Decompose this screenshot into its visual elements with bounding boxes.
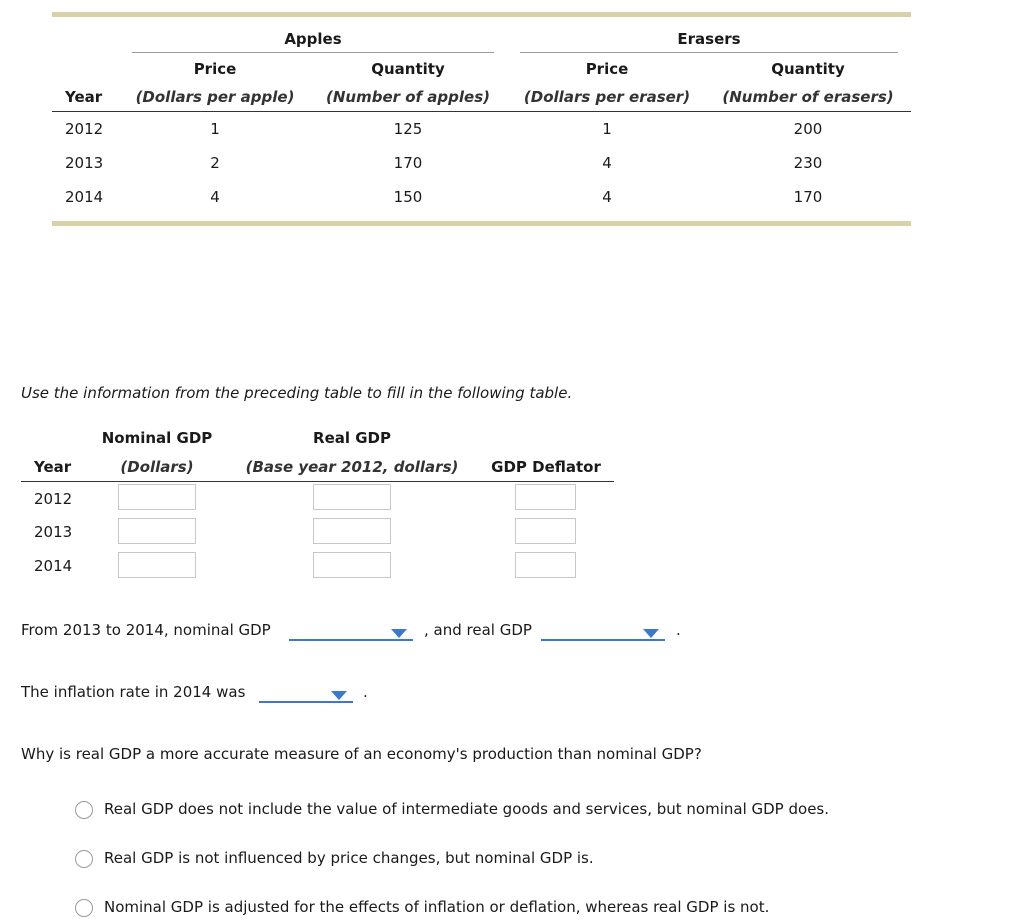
radio-button[interactable]: [75, 899, 93, 917]
apples-group-divider: [132, 52, 494, 53]
real-gdp-change-select[interactable]: [541, 627, 665, 641]
apple-price-cell: 4: [210, 188, 220, 206]
apples-quantity-unit: (Number of apples): [326, 88, 490, 106]
table-row-year: 2012: [65, 120, 104, 138]
apple-quantity-cell: 170: [393, 154, 423, 172]
nominal-gdp-2013-input[interactable]: [118, 518, 196, 544]
radio-button[interactable]: [75, 850, 93, 868]
apple-price-cell: 1: [210, 120, 220, 138]
apple-quantity-cell: 125: [393, 120, 423, 138]
apple-quantity-cell: 150: [393, 188, 423, 206]
sentence-period: .: [363, 683, 368, 701]
table-row-year: 2013: [65, 154, 104, 172]
question-text: Why is real GDP a more accurate measure of an economy's production than nominal GDP?: [21, 745, 702, 763]
instruction-text: Use the information from the preceding table to fill in the following table.: [21, 384, 573, 402]
radio-button[interactable]: [75, 801, 93, 819]
table-row-year: 2012: [34, 490, 73, 508]
header-rule: [52, 111, 911, 112]
apples-group-header: Apples: [284, 30, 342, 48]
gdp-deflator-2013-input[interactable]: [515, 518, 576, 544]
erasers-price-header: Price: [585, 60, 629, 78]
gdp-deflator-header: GDP Deflator: [491, 458, 601, 476]
chevron-down-icon: [643, 629, 659, 638]
real-gdp-2012-input[interactable]: [313, 484, 391, 510]
table-row-year: 2014: [34, 557, 73, 575]
table-row-year: 2013: [34, 523, 73, 541]
eraser-quantity-cell: 200: [793, 120, 823, 138]
nominal-gdp-2012-input[interactable]: [118, 484, 196, 510]
erasers-group-header: Erasers: [677, 30, 741, 48]
apples-quantity-header: Quantity: [371, 60, 445, 78]
real-gdp-change-prompt: , and real GDP: [424, 621, 532, 639]
answer-option-label[interactable]: Real GDP is not influenced by price changes, but nominal GDP is.: [104, 849, 594, 867]
inflation-rate-select[interactable]: [259, 689, 353, 703]
year-column-header: Year: [65, 88, 103, 106]
table-top-bar: [52, 12, 911, 17]
real-gdp-header: Real GDP: [313, 429, 391, 447]
erasers-quantity-unit: (Number of erasers): [722, 88, 894, 106]
table-row-year: 2014: [65, 188, 104, 206]
chevron-down-icon: [331, 691, 347, 700]
apples-price-unit: (Dollars per apple): [135, 88, 295, 106]
nominal-gdp-2014-input[interactable]: [118, 552, 196, 578]
real-gdp-unit: (Base year 2012, dollars): [245, 458, 459, 476]
nominal-gdp-unit: (Dollars): [120, 458, 194, 476]
eraser-price-cell: 4: [602, 154, 612, 172]
apple-price-cell: 2: [210, 154, 220, 172]
eraser-price-cell: 4: [602, 188, 612, 206]
year-column-header: Year: [34, 458, 72, 476]
eraser-quantity-cell: 230: [793, 154, 823, 172]
real-gdp-2013-input[interactable]: [313, 518, 391, 544]
gdp-deflator-2014-input[interactable]: [515, 552, 576, 578]
erasers-price-unit: (Dollars per eraser): [523, 88, 691, 106]
gdp-deflator-2012-input[interactable]: [515, 484, 576, 510]
answer-option-label[interactable]: Nominal GDP is adjusted for the effects of inflation or deflation, whereas real GDP is not.: [104, 898, 770, 916]
erasers-quantity-header: Quantity: [771, 60, 845, 78]
nominal-gdp-change-prompt: From 2013 to 2014, nominal GDP: [21, 621, 271, 639]
erasers-group-divider: [520, 52, 898, 53]
sentence-period: .: [676, 621, 681, 639]
table-bottom-bar: [52, 221, 911, 226]
eraser-price-cell: 1: [602, 120, 612, 138]
nominal-gdp-header: Nominal GDP: [101, 429, 213, 447]
header-rule: [21, 481, 614, 482]
inflation-rate-prompt: The inflation rate in 2014 was: [21, 683, 246, 701]
answer-option-label[interactable]: Real GDP does not include the value of intermediate goods and services, but nominal GDP does.: [104, 800, 830, 818]
apples-price-header: Price: [193, 60, 237, 78]
nominal-gdp-change-select[interactable]: [289, 627, 413, 641]
real-gdp-2014-input[interactable]: [313, 552, 391, 578]
eraser-quantity-cell: 170: [793, 188, 823, 206]
chevron-down-icon: [391, 629, 407, 638]
